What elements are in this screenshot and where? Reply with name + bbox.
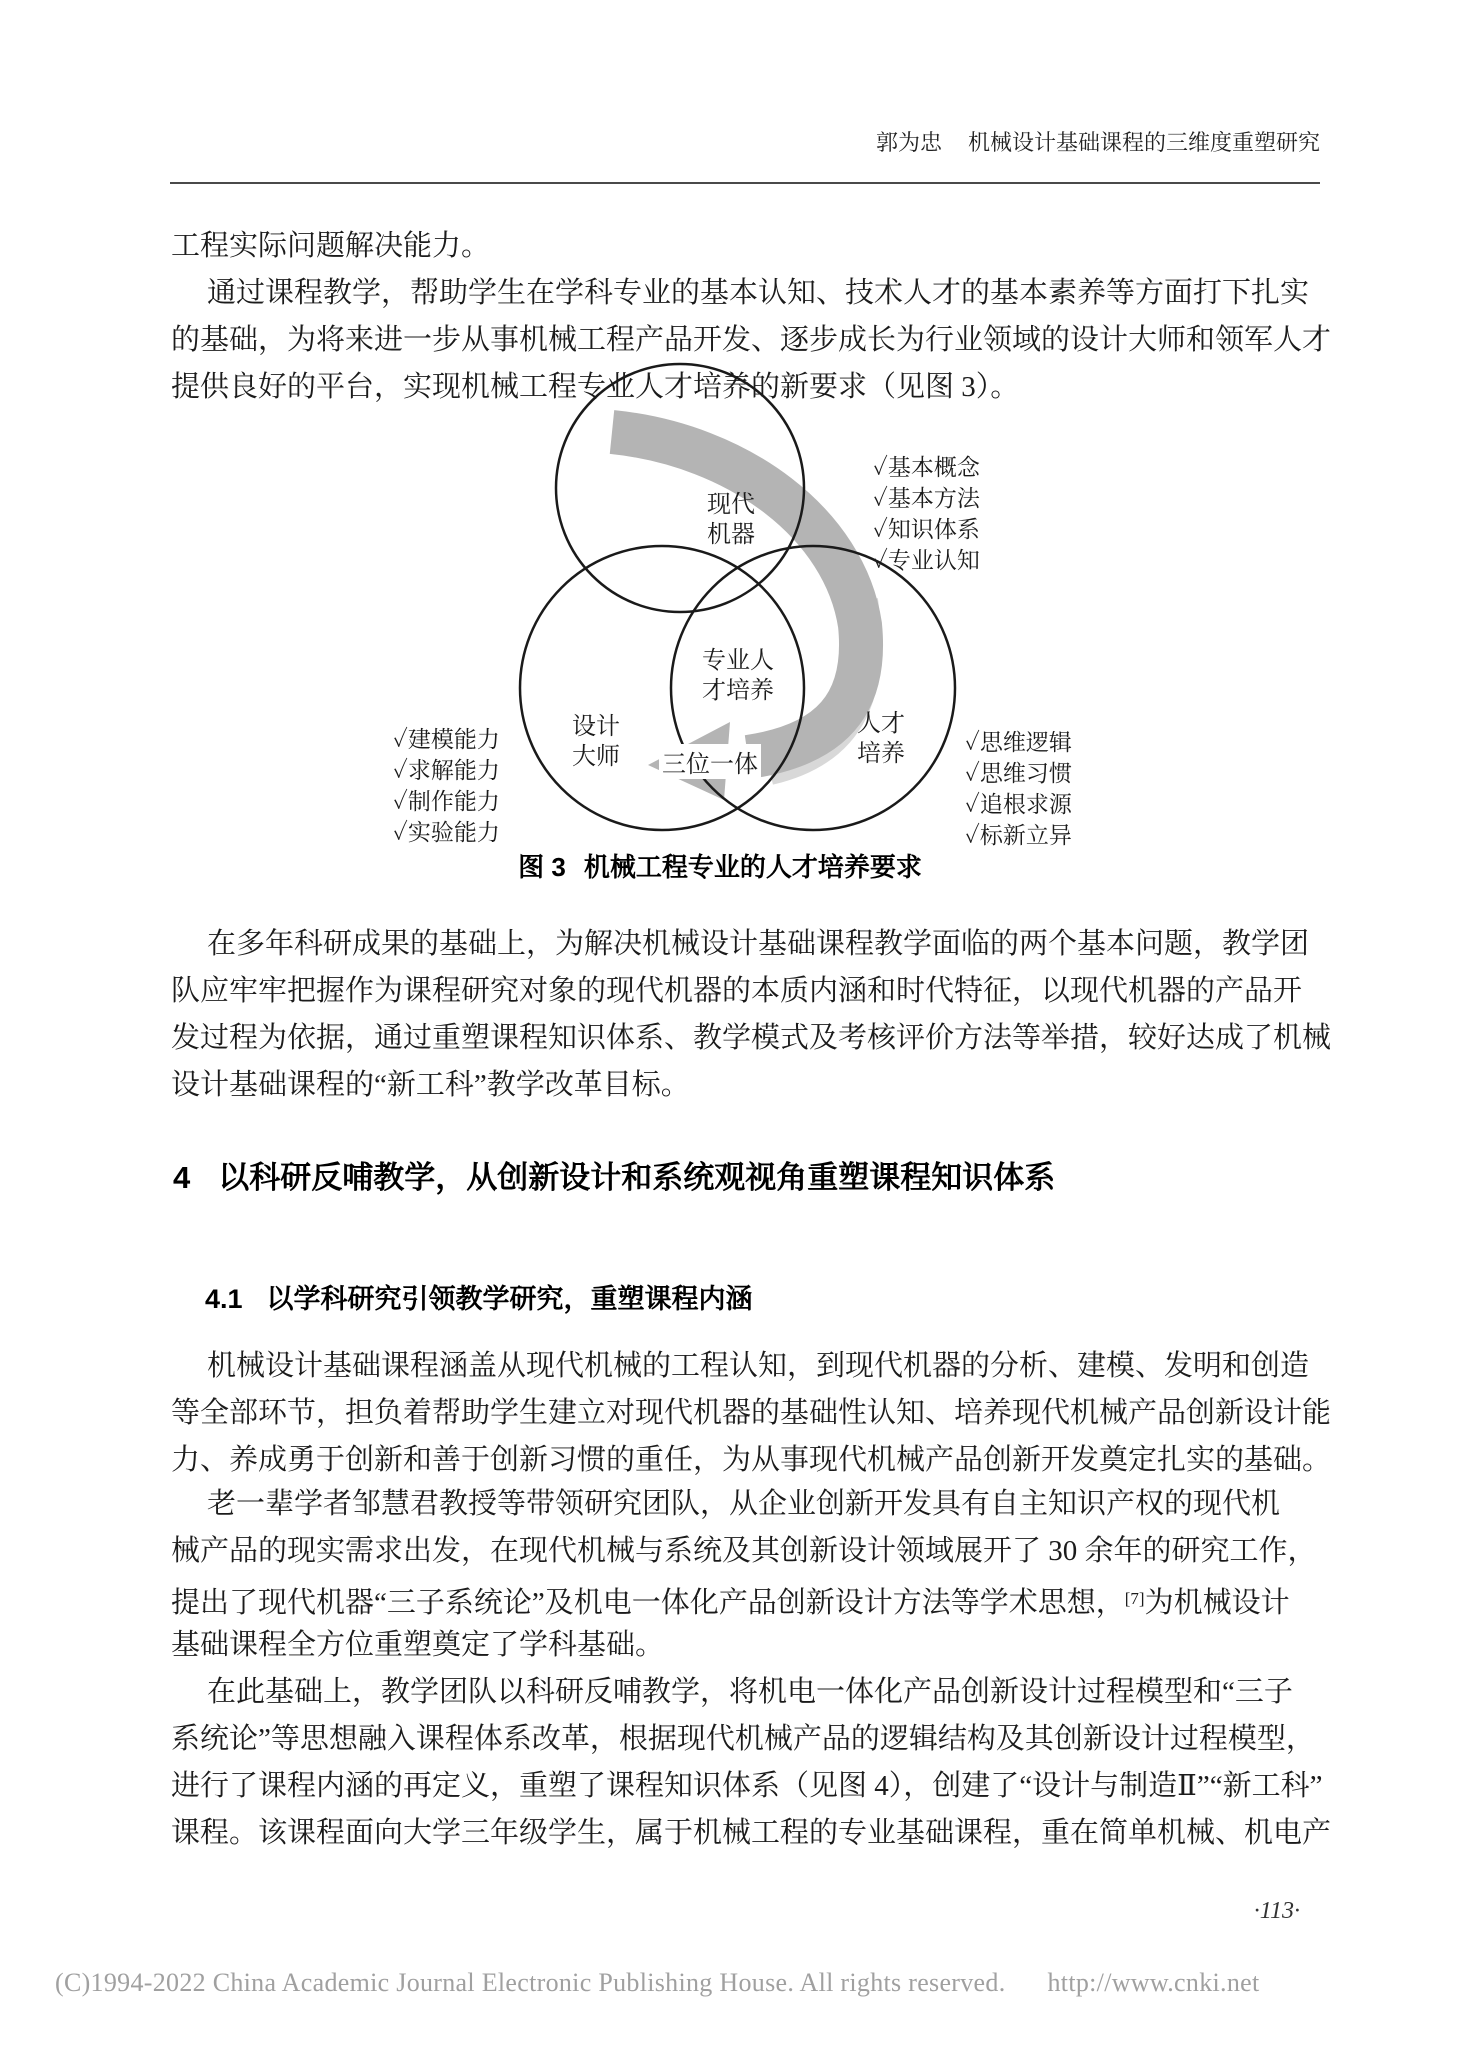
figure-caption-number: 图 3 [518,852,566,882]
body-line: 老一辈学者邹慧君教授等带领研究团队，从企业创新开发具有自主知识产权的现代机 [207,1488,1281,1520]
check-list-item: ✓实验能力 [393,820,500,845]
body-line: 发过程为依据，通过重塑课程知识体系、教学模式及考核评价方法等举措，较好达成了机械 [171,1022,1332,1054]
figure-caption-text: 机械工程专业的人才培养要求 [583,852,922,882]
page-number: ·113· [1253,1898,1300,1924]
check-list-item: ✓思维逻辑 [965,730,1072,755]
check-list-item: ✓标新立异 [965,823,1072,848]
header-rule [170,182,1320,184]
copyright-stamp [55,1968,1260,1998]
check-list-item: ✓基本概念 [873,455,980,480]
subsection-title: 以学科研究引领教学研究，重塑课程内涵 [266,1284,753,1314]
figure-caption [350,847,1090,884]
venn-label-talent-cultivation: 人才 培养 [857,711,905,767]
body-line: 设计基础课程的“新工科”教学改革目标。 [171,1069,690,1101]
body-line: 的基础，为将来进一步从事机械工程产品开发、逐步成长为行业领域的设计大师和领军人才 [171,324,1332,356]
body-line: 在此基础上，教学团队以科研反哺教学，将机电一体化产品创新设计过程模型和“三子 [207,1676,1293,1708]
copyright-text: (C)1994-2022 China Academic Journal Electronic Publishing House. All rights reserved. [55,1968,1006,1997]
body-line: 进行了课程内涵的再定义，重塑了课程知识体系（见图 4），创建了“设计与制造Ⅱ”“新工科” [171,1770,1323,1802]
citation-superscript: [7] [1124,1589,1145,1608]
body-line: 队应牢牢把握作为课程研究对象的现代机器的本质内涵和时代特征，以现代机器的产品开 [171,975,1303,1007]
subsection-number: 4.1 [205,1284,243,1314]
venn-label-trinity: 三位一体 [659,744,761,779]
body-line: 在多年科研成果的基础上，为解决机械设计基础课程教学面临的两个基本问题，教学团 [207,928,1310,960]
check-list-right [965,727,1072,851]
section-heading-4-1 [205,1277,753,1316]
body-line: 提出了现代机器“三子系统论”及机电一体化产品创新设计方法等学术思想，[7]为机械设计 [171,1587,1290,1619]
check-list-item: ✓基本方法 [873,486,980,511]
body-line: 等全部环节，担负着帮助学生建立对现代机器的基础性认知、培养现代机械产品创新设计能 [171,1397,1332,1429]
section-title: 以科研反哺教学，从创新设计和系统观视角重塑课程知识体系 [218,1160,1056,1195]
check-list-item: ✓制作能力 [393,789,500,814]
venn-label-modern-machine: 现代 机器 [707,492,755,548]
check-list-item: ✓专业认知 [873,548,980,573]
cnki-url: http://www.cnki.net [1047,1968,1260,1997]
running-header-author: 郭为忠 [875,130,942,155]
section-heading-4 [173,1152,1055,1197]
running-header-title: 机械设计基础课程的三维度重塑研究 [967,130,1320,155]
body-line: 基础课程全方位重塑奠定了学科基础。 [171,1629,665,1661]
check-list-left [393,724,500,848]
body-line: 工程实际问题解决能力。 [171,230,491,262]
venn-label-design-master: 设计 大师 [572,714,620,770]
check-list-item: ✓建模能力 [393,727,500,752]
check-list-top-right [873,452,980,576]
body-line: 课程。该课程面向大学三年级学生，属于机械工程的专业基础课程，重在简单机械、机电产 [171,1817,1332,1849]
check-list-item: ✓求解能力 [393,758,500,783]
section-number: 4 [173,1160,191,1195]
body-line: 提供良好的平台，实现机械工程专业人才培养的新要求（见图 3）。 [171,371,1020,403]
body-line: 机械设计基础课程涵盖从现代机械的工程认知，到现代机器的分析、建模、发明和创造 [207,1350,1310,1382]
body-line: 力、养成勇于创新和善于创新习惯的重任，为从事现代机械产品创新开发奠定扎实的基础。 [171,1444,1332,1476]
venn-label-center: 专业人 才培养 [702,648,774,704]
body-line: 械产品的现实需求出发，在现代机械与系统及其创新设计领域展开了 30 余年的研究工作， [171,1535,1317,1567]
check-list-item: ✓思维习惯 [965,761,1072,786]
running-header [170,126,1320,157]
check-list-item: ✓追根求源 [965,792,1072,817]
check-list-item: ✓知识体系 [873,517,980,542]
body-line: 通过课程教学，帮助学生在学科专业的基本认知、技术人才的基本素养等方面打下扎实 [207,277,1310,309]
body-line: 系统论”等思想融入课程体系改革，根据现代机械产品的逻辑结构及其创新设计过程模型， [171,1723,1315,1755]
